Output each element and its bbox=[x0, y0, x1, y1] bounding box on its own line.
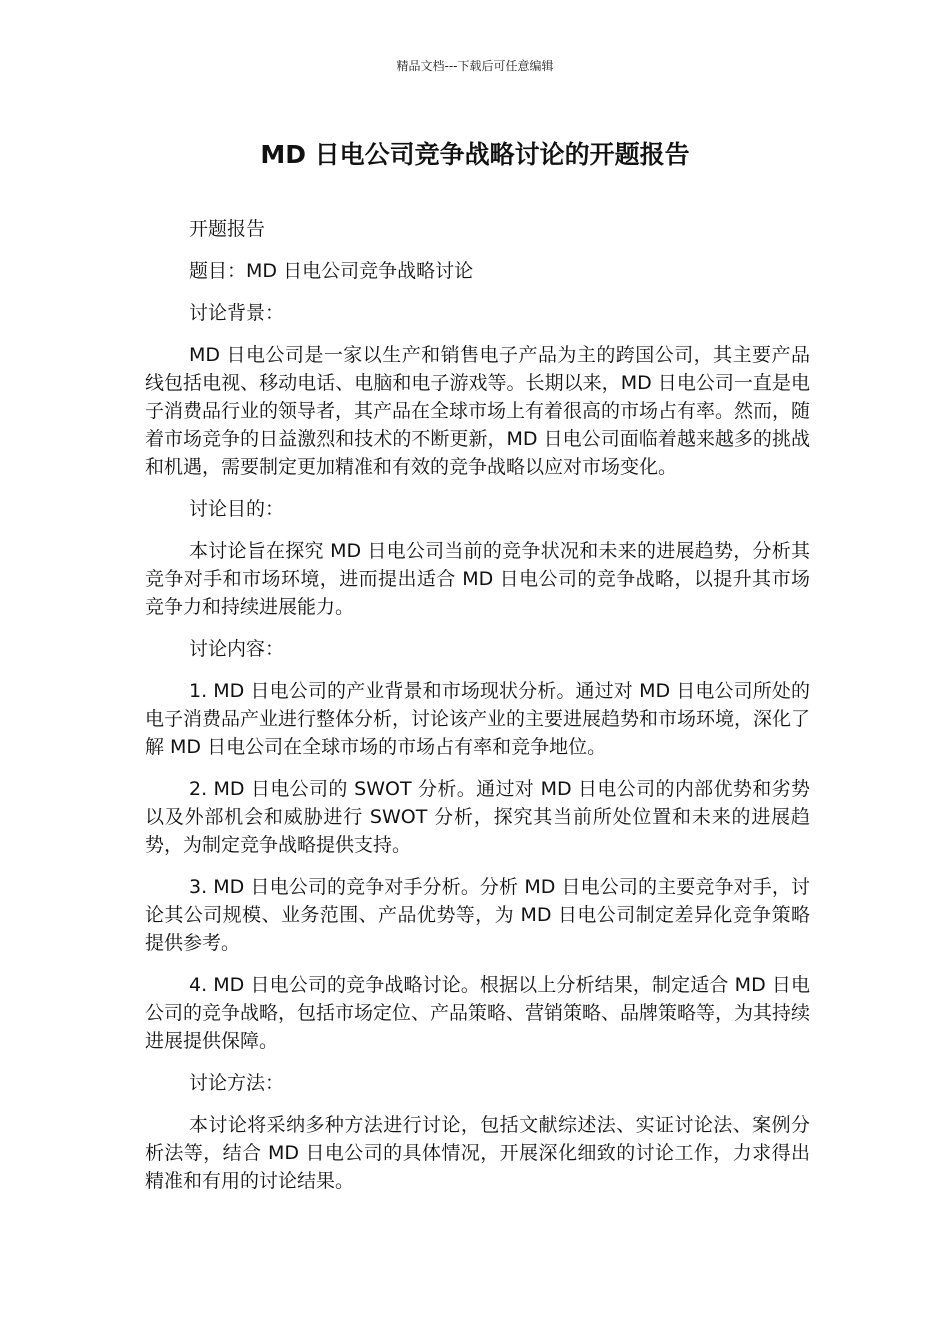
document-title: MD 日电公司竞争战略讨论的开题报告 bbox=[260, 140, 690, 169]
paragraph-background: MD 日电公司是一家以生产和销售电子产品为主的跨国公司，其主要产品线包括电视、移动电话、电脑和电子游戏等。长期以来，MD 日电公司一直是电子消费品行业的领导者，其产品在全球市场上有着很高的市场占有率。然而，随着市场竞争的日益激烈和技术的不断更新，MD 日电公司面临着越来越多的挑战和机遇，需要制定更加精准和有效的竞争战略以应对市场变化。 bbox=[145, 344, 811, 478]
paragraph-topic: 题目：MD 日电公司竞争战略讨论 bbox=[189, 260, 474, 282]
paragraph-method: 本讨论将采纳多种方法进行讨论，包括文献综述法、实证讨论法、案例分析法等，结合 MD 日电公司的具体情况，开展深化细致的讨论工作，力求得出精准和有用的讨论结果。 bbox=[145, 1114, 810, 1192]
paragraph-purpose: 本讨论旨在探究 MD 日电公司当前的竞争状况和未来的进展趋势，分析其竞争对手和市场环境，进而提出适合 MD 日电公司的竞争战略，以提升其市场竞争力和持续进展能力。 bbox=[145, 540, 810, 618]
document-body bbox=[145, 215, 810, 1209]
heading-purpose: 讨论目的： bbox=[189, 498, 285, 520]
header-note: 精品文档---下载后可任意编辑 bbox=[396, 59, 554, 73]
paragraph-content-4: 4. MD 日电公司的竞争战略讨论。根据以上分析结果，制定适合 MD 日电公司的竞争战略，包括市场定位、产品策略、营销策略、品牌策略等，为其持续进展提供保障。 bbox=[145, 974, 811, 1052]
heading-method: 讨论方法： bbox=[189, 1072, 285, 1094]
paragraph-content-3: 3. MD 日电公司的竞争对手分析。分析 MD 日电公司的主要竞争对手，讨论其公司规模、业务范围、产品优势等，为 MD 日电公司制定差异化竞争策略提供参考。 bbox=[145, 876, 810, 954]
heading-content: 讨论内容： bbox=[189, 638, 285, 660]
paragraph-content-2: 2. MD 日电公司的 SWOT 分析。通过对 MD 日电公司的内部优势和劣势以及外部机会和威胁进行 SWOT 分析，探究其当前所处位置和未来的进展趋势，为制定竞争战略提供支持。 bbox=[145, 778, 810, 856]
paragraph-content-1: 1. MD 日电公司的产业背景和市场现状分析。通过对 MD 日电公司所处的电子消费品产业进行整体分析，讨论该产业的主要进展趋势和市场环境，深化了解 MD 日电公司在全球市场的市场占有率和竞争地位。 bbox=[145, 680, 811, 758]
heading-background: 讨论背景： bbox=[189, 302, 285, 324]
paragraph-report-label: 开题报告 bbox=[189, 218, 266, 240]
